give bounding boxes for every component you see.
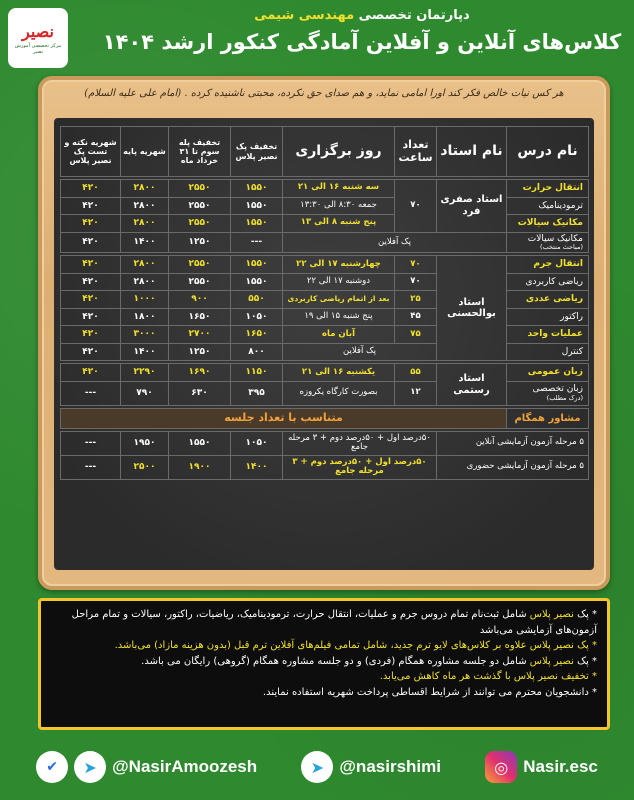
course-name: انتقال جرم (507, 256, 589, 274)
price-test: ۴۲۰ (61, 215, 121, 233)
table-row (61, 364, 589, 382)
price-test: ۴۲۰ (61, 273, 121, 291)
price-base: ۱۴۰۰ (121, 343, 169, 361)
course-note: (درک مطلب) (546, 393, 583, 402)
price-tier3: ۱۲۵۰ (169, 232, 231, 253)
course-note: (مباحث منتخب) (540, 242, 583, 251)
header-pack: تخفیف پک نصیر پلاس (231, 127, 283, 177)
notes-box (38, 598, 610, 730)
eitaa-icon[interactable]: ✔ (36, 751, 68, 783)
price-tier3: ۲۵۵۰ (169, 256, 231, 274)
price-pack: ۸۰۰ (231, 343, 283, 361)
days: بعد از اتمام ریاضی کاربردی (283, 291, 395, 309)
table-header (61, 127, 589, 177)
course-name: کنترل (507, 343, 589, 361)
course-name: ترمودینامیک (507, 197, 589, 215)
price-pack: ۱۶۵۰ (231, 326, 283, 344)
instagram-icon[interactable]: ◎ (485, 751, 517, 783)
course-name: مکانیک سیالات (مباحث منتخب) (507, 232, 589, 253)
price-pack: ۱۵۵۰ (231, 273, 283, 291)
price-test: ۴۲۰ (61, 343, 121, 361)
days: یکشنبه ۱۶ الی ۲۱ (283, 364, 395, 382)
hours: ۴۵ (395, 308, 437, 326)
social-instagram[interactable] (485, 751, 598, 783)
price-pack: ۱۰۵۰ (231, 431, 283, 455)
price-pack: ۱۴۰۰ (231, 455, 283, 479)
price-tier3: ۱۵۵۰ (169, 431, 231, 455)
price-tier3: ۱۶۹۰ (169, 364, 231, 382)
hours: ۵۵ (395, 364, 437, 382)
price-base: ۱۹۵۰ (121, 431, 169, 455)
price-test: --- (61, 381, 121, 405)
days: بصورت کارگاه یکروزه (283, 381, 395, 405)
price-tier3: ۱۲۵۰ (169, 343, 231, 361)
price-tier3: ۱۹۰۰ (169, 455, 231, 479)
header-days: روز برگزاری (283, 127, 395, 177)
header-tier3: تخفیف پله سوم تا ۳۱ خرداد ماه (169, 127, 231, 177)
department-prefix: دپارتمان تخصصی (358, 8, 470, 23)
price-base: ۲۸۰۰ (121, 256, 169, 274)
social-eitaa-telegram[interactable] (36, 751, 257, 783)
price-base: ۱۸۰۰ (121, 308, 169, 326)
logo-text: نصیر (22, 21, 54, 41)
table-row (61, 381, 589, 405)
note-item: * پک نصیر پلاس شامل دو جلسه مشاوره همگام (فردی) و دو جلسه مشاوره همگام (گروهی) رایگان می باشد. (141, 655, 597, 667)
hours: ۲۵ (395, 291, 437, 309)
price-pack: ۱۵۵۰ (231, 215, 283, 233)
price-tier3: ۲۵۵۰ (169, 273, 231, 291)
days: آبان ماه (283, 326, 395, 344)
header-test: شهریه نکته و تست پک نصیر پلاس (61, 127, 121, 177)
department-line (90, 8, 634, 23)
price-test: ۴۲۰ (61, 180, 121, 198)
price-pack: ۱۰۵۰ (231, 308, 283, 326)
header-base: شهریه پایه (121, 127, 169, 177)
days: چهارشنبه ۱۷ الی ۲۲ (283, 256, 395, 274)
course-name: زبان تخصصی (درک مطلب) (507, 381, 589, 405)
table-row (61, 291, 589, 309)
tuition-table (60, 126, 589, 480)
hours: ۱۲ (395, 381, 437, 405)
course-name: ریاضی کاربردی (507, 273, 589, 291)
exam-row (61, 455, 589, 479)
footer (0, 746, 634, 788)
course-name: عملیات واحد (507, 326, 589, 344)
hours: ۷۵ (395, 326, 437, 344)
price-base: ۲۵۰۰ (121, 455, 169, 479)
price-base: ۲۲۹۰ (121, 364, 169, 382)
price-base: ۲۸۰۰ (121, 215, 169, 233)
table-row (61, 326, 589, 344)
telegram-icon[interactable]: ➤ (74, 751, 106, 783)
header-teacher: نام استاد (437, 127, 507, 177)
price-pack: --- (231, 232, 283, 253)
days: پنج شنبه ۸ الی ۱۳ (283, 215, 395, 233)
price-base: ۲۸۰۰ (121, 197, 169, 215)
price-tier3: ۲۵۵۰ (169, 197, 231, 215)
social-handle[interactable]: @NasirAmoozesh (112, 757, 258, 776)
note-item: * پک نصیر پلاس شامل ثبت‌نام تمام دروس جرم و عملیات، انتقال حرارت، ترمودینامیک، ریاضیات، راکتور، سیالات و تمام مراحل آزمون‌های آزمایشی می‌باشد (71, 609, 597, 636)
price-test: ۴۲۰ (61, 232, 121, 253)
table-row (61, 180, 589, 198)
price-test: ۴۲۰ (61, 308, 121, 326)
course-name: مکانیک سیالات (507, 215, 589, 233)
exam-name: ۵ مرحله آزمون آزمایشی آنلاین (437, 431, 589, 455)
table-row (61, 343, 589, 361)
note-item: * تخفیف نصیر پلاس با گذشت هر ماه کاهش می‌یابد. (379, 671, 597, 682)
days: جمعه ۸:۳۰ الی ۱۳:۳۰ (283, 197, 395, 215)
price-pack: ۵۵۰ (231, 291, 283, 309)
chalkboard (54, 118, 594, 570)
exam-name: ۵ مرحله آزمون آزمایشی حضوری (437, 455, 589, 479)
price-tier3: ۱۶۵۰ (169, 308, 231, 326)
price-tier3: ۲۷۰۰ (169, 326, 231, 344)
logo-subtitle: مرکز تخصصی آموزش نصیر (14, 42, 62, 55)
wood-frame (38, 76, 610, 590)
hours: ۷۰ (395, 180, 437, 233)
teacher-name: استاد بوالحسنی (437, 256, 507, 361)
table-row (61, 197, 589, 215)
price-test: ۴۲۰ (61, 291, 121, 309)
price-base: ۲۸۰۰ (121, 180, 169, 198)
exam-row (61, 431, 589, 455)
price-pack: ۱۱۵۰ (231, 364, 283, 382)
exam-detail: ۵۰درصد اول + ۵۰درصد دوم + ۳ مرحله جامع (283, 431, 437, 455)
price-test: ۴۲۰ (61, 326, 121, 344)
header (0, 0, 634, 78)
price-tier3: ۲۵۵۰ (169, 180, 231, 198)
price-tier3: ۹۰۰ (169, 291, 231, 309)
advisor-row (61, 408, 589, 428)
department-name: مهندسی شیمی (254, 8, 355, 23)
price-tier3: ۲۵۵۰ (169, 215, 231, 233)
price-base: ۲۸۰۰ (121, 273, 169, 291)
page-title: کلاس‌های آنلاین و آفلاین آمادگی کنکور ارشد ۱۴۰۴ (102, 30, 622, 54)
hours: ۷۰ (395, 273, 437, 291)
social-telegram[interactable] (301, 751, 441, 783)
exam-detail: ۵۰درصد اول + ۵۰درصد دوم + ۳ مرحله جامع (283, 455, 437, 479)
days: پک آفلاین (283, 343, 437, 361)
note-item: * دانشجویان محترم می توانند از شرایط اقساطی پرداخت شهریه استفاده نمایند. (262, 686, 597, 698)
quote: هر کس نیات خالص فکر کند اورا امامی نماید، و هم صدای حق نکرده، محبتی ناشنیده کرده . (امام علی علیه السلام) (84, 88, 564, 99)
teacher-name: استاد رستمی (437, 364, 507, 406)
price-pack: ۱۵۵۰ (231, 180, 283, 198)
table-row (61, 273, 589, 291)
days: دوشنبه ۱۷ الی ۲۲ (283, 273, 395, 291)
price-test: --- (61, 431, 121, 455)
price-base: ۱۰۰۰ (121, 291, 169, 309)
days: پنج شنبه ۱۵ الی ۱۹ (283, 308, 395, 326)
teacher-name: استاد صفری فرد (437, 180, 507, 233)
price-test: ۴۲۰ (61, 364, 121, 382)
note-item: * پک نصیر پلاس علاوه بر کلاس‌های لایو ترم جدید، شامل تمامی فیلم‌های آفلاین ترم قبل (بدون هزینه مازاد) می‌باشد. (114, 640, 597, 651)
header-course: نام درس (507, 127, 589, 177)
advisor-note: متناسب با تعداد جلسه (61, 408, 507, 428)
price-base: ۱۴۰۰ (121, 232, 169, 253)
price-test: ۴۲۰ (61, 256, 121, 274)
price-pack: ۱۵۵۰ (231, 256, 283, 274)
table-row (61, 256, 589, 274)
price-base: ۳۰۰۰ (121, 326, 169, 344)
nasir-logo (8, 8, 68, 68)
days: سه شنبه ۱۶ الی ۲۱ (283, 180, 395, 198)
telegram-icon[interactable]: ➤ (301, 751, 333, 783)
table-row (61, 308, 589, 326)
table-row (61, 232, 589, 253)
days: پک آفلاین (283, 232, 507, 253)
price-tier3: ۶۳۰ (169, 381, 231, 405)
price-base: ۷۹۰ (121, 381, 169, 405)
hours: ۷۰ (395, 256, 437, 274)
course-name: زبان عمومی (507, 364, 589, 382)
course-name: ریاضی عددی (507, 291, 589, 309)
social-handle[interactable]: Nasir.esc (523, 757, 598, 776)
table-row (61, 215, 589, 233)
price-test: ۴۲۰ (61, 197, 121, 215)
course-name: راکتور (507, 308, 589, 326)
price-test: --- (61, 455, 121, 479)
advisor-label: مشاور همگام (507, 408, 589, 428)
header-hours: تعداد ساعت (395, 127, 437, 177)
price-pack: ۱۵۵۰ (231, 197, 283, 215)
course-name: انتقال حرارت (507, 180, 589, 198)
price-pack: ۳۹۵ (231, 381, 283, 405)
social-handle[interactable]: @nasirshimi (339, 757, 441, 776)
